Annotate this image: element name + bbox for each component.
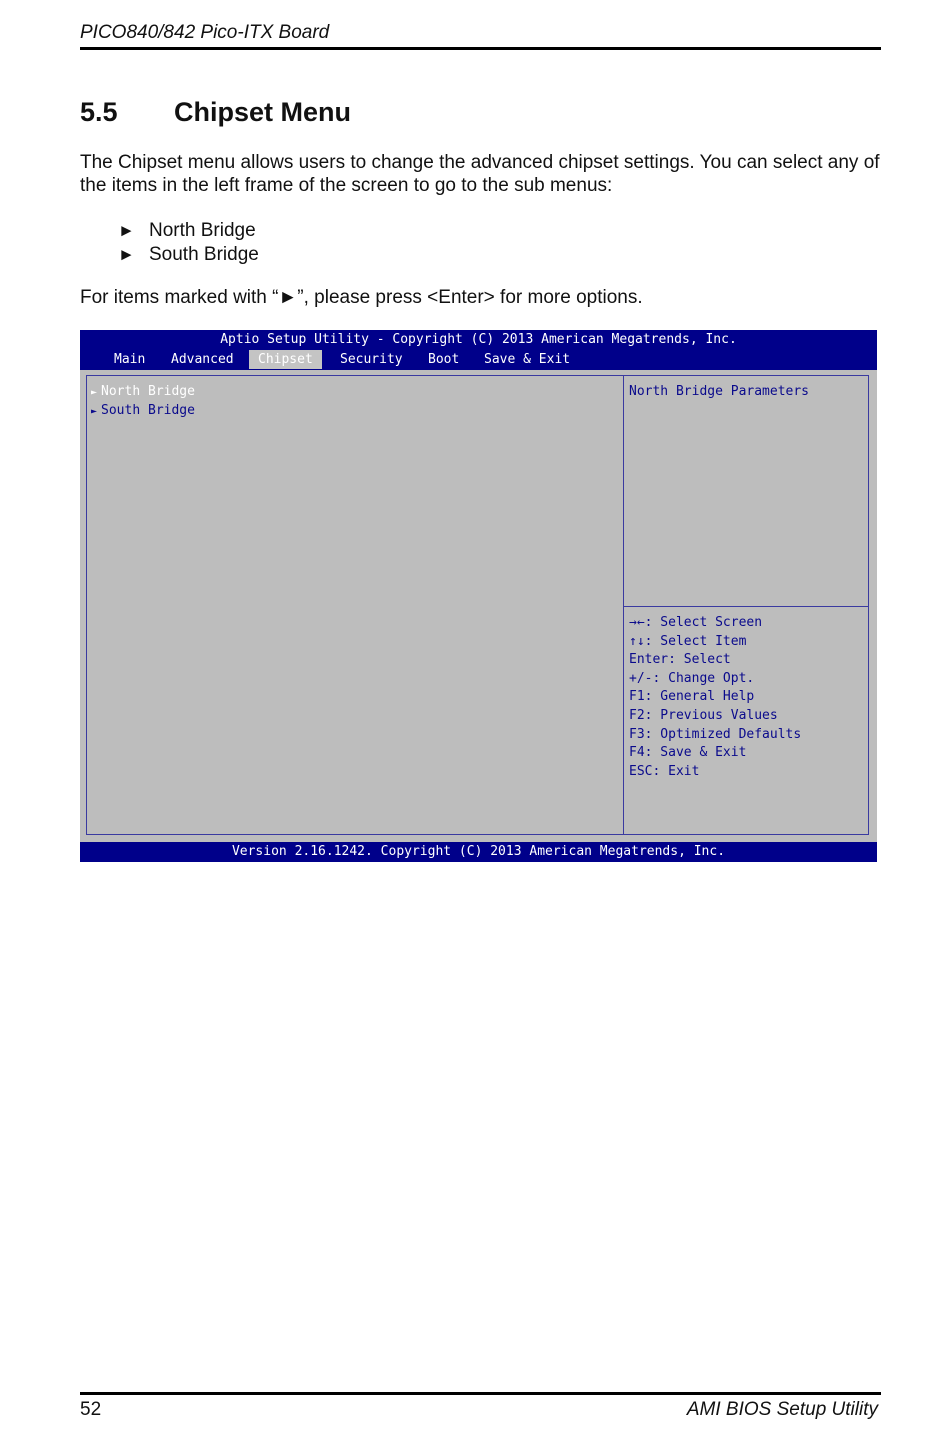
menu-item-south-bridge[interactable] <box>91 403 195 418</box>
bios-menu-panel <box>87 376 624 834</box>
key-legend-item: Enter: Select <box>629 652 731 668</box>
key-legend-item: F2: Previous Values <box>629 707 778 723</box>
triangle-icon: ► <box>91 406 98 417</box>
tab-advanced[interactable]: Advanced <box>171 352 234 367</box>
key-legend-item: F1: General Help <box>629 689 755 705</box>
bios-title-bar <box>80 330 877 370</box>
key-legend-item: →←: Select Screen <box>629 615 763 630</box>
bios-main-frame <box>86 375 869 835</box>
help-text: North Bridge Parameters <box>629 384 810 399</box>
list-item-label: North Bridge <box>149 220 256 241</box>
tab-chipset[interactable]: Chipset <box>249 350 322 369</box>
bios-version-bar: Version 2.16.1242. Copyright (C) 2013 American Megatrends, Inc. <box>80 842 877 862</box>
note-paragraph: For items marked with “►”, please press <Enter> for more options. <box>80 287 643 308</box>
section-title: Chipset Menu <box>174 97 352 127</box>
section-heading <box>80 97 351 128</box>
header-rule <box>80 47 881 50</box>
page-number: 52 <box>80 1399 102 1420</box>
list-item-label: South Bridge <box>149 244 259 265</box>
menu-item-label: North Bridge <box>101 384 195 399</box>
triangle-icon: ► <box>118 245 135 264</box>
bios-tab-bar <box>80 350 877 369</box>
triangle-icon: ► <box>118 221 135 240</box>
key-legend-item: +/-: Change Opt. <box>629 670 755 686</box>
triangle-icon: ► <box>91 387 98 398</box>
key-legend-item: ↑↓: Select Item <box>629 633 747 649</box>
page-header: PICO840/842 Pico-ITX Board <box>80 22 330 43</box>
page-footer-title: AMI BIOS Setup Utility <box>686 1399 878 1420</box>
key-legend-item: F4: Save & Exit <box>629 745 747 761</box>
bios-screenshot <box>80 330 877 862</box>
section-number: 5.5 <box>80 97 118 127</box>
tab-boot[interactable]: Boot <box>428 352 460 367</box>
intro-paragraph: The Chipset menu allows users to change the advanced chipset settings. You can select any of the items in the left frame of the screen to go to the sub menus: <box>80 152 880 196</box>
list-item <box>118 243 259 267</box>
bios-title: Aptio Setup Utility - Copyright (C) 2013 American Megatrends, Inc. <box>220 332 737 347</box>
key-legend <box>629 614 801 781</box>
tab-main[interactable]: Main <box>114 352 146 367</box>
tab-save-exit[interactable]: Save & Exit <box>484 352 571 367</box>
menu-item-label: South Bridge <box>101 403 195 418</box>
tab-security[interactable]: Security <box>340 352 403 367</box>
key-legend-item: ESC: Exit <box>629 763 700 779</box>
list-item <box>118 219 259 243</box>
key-legend-item: F3: Optimized Defaults <box>629 726 802 742</box>
menu-item-north-bridge[interactable] <box>91 384 195 399</box>
footer-rule <box>80 1392 881 1395</box>
submenu-list <box>118 219 259 267</box>
help-divider <box>624 606 869 607</box>
